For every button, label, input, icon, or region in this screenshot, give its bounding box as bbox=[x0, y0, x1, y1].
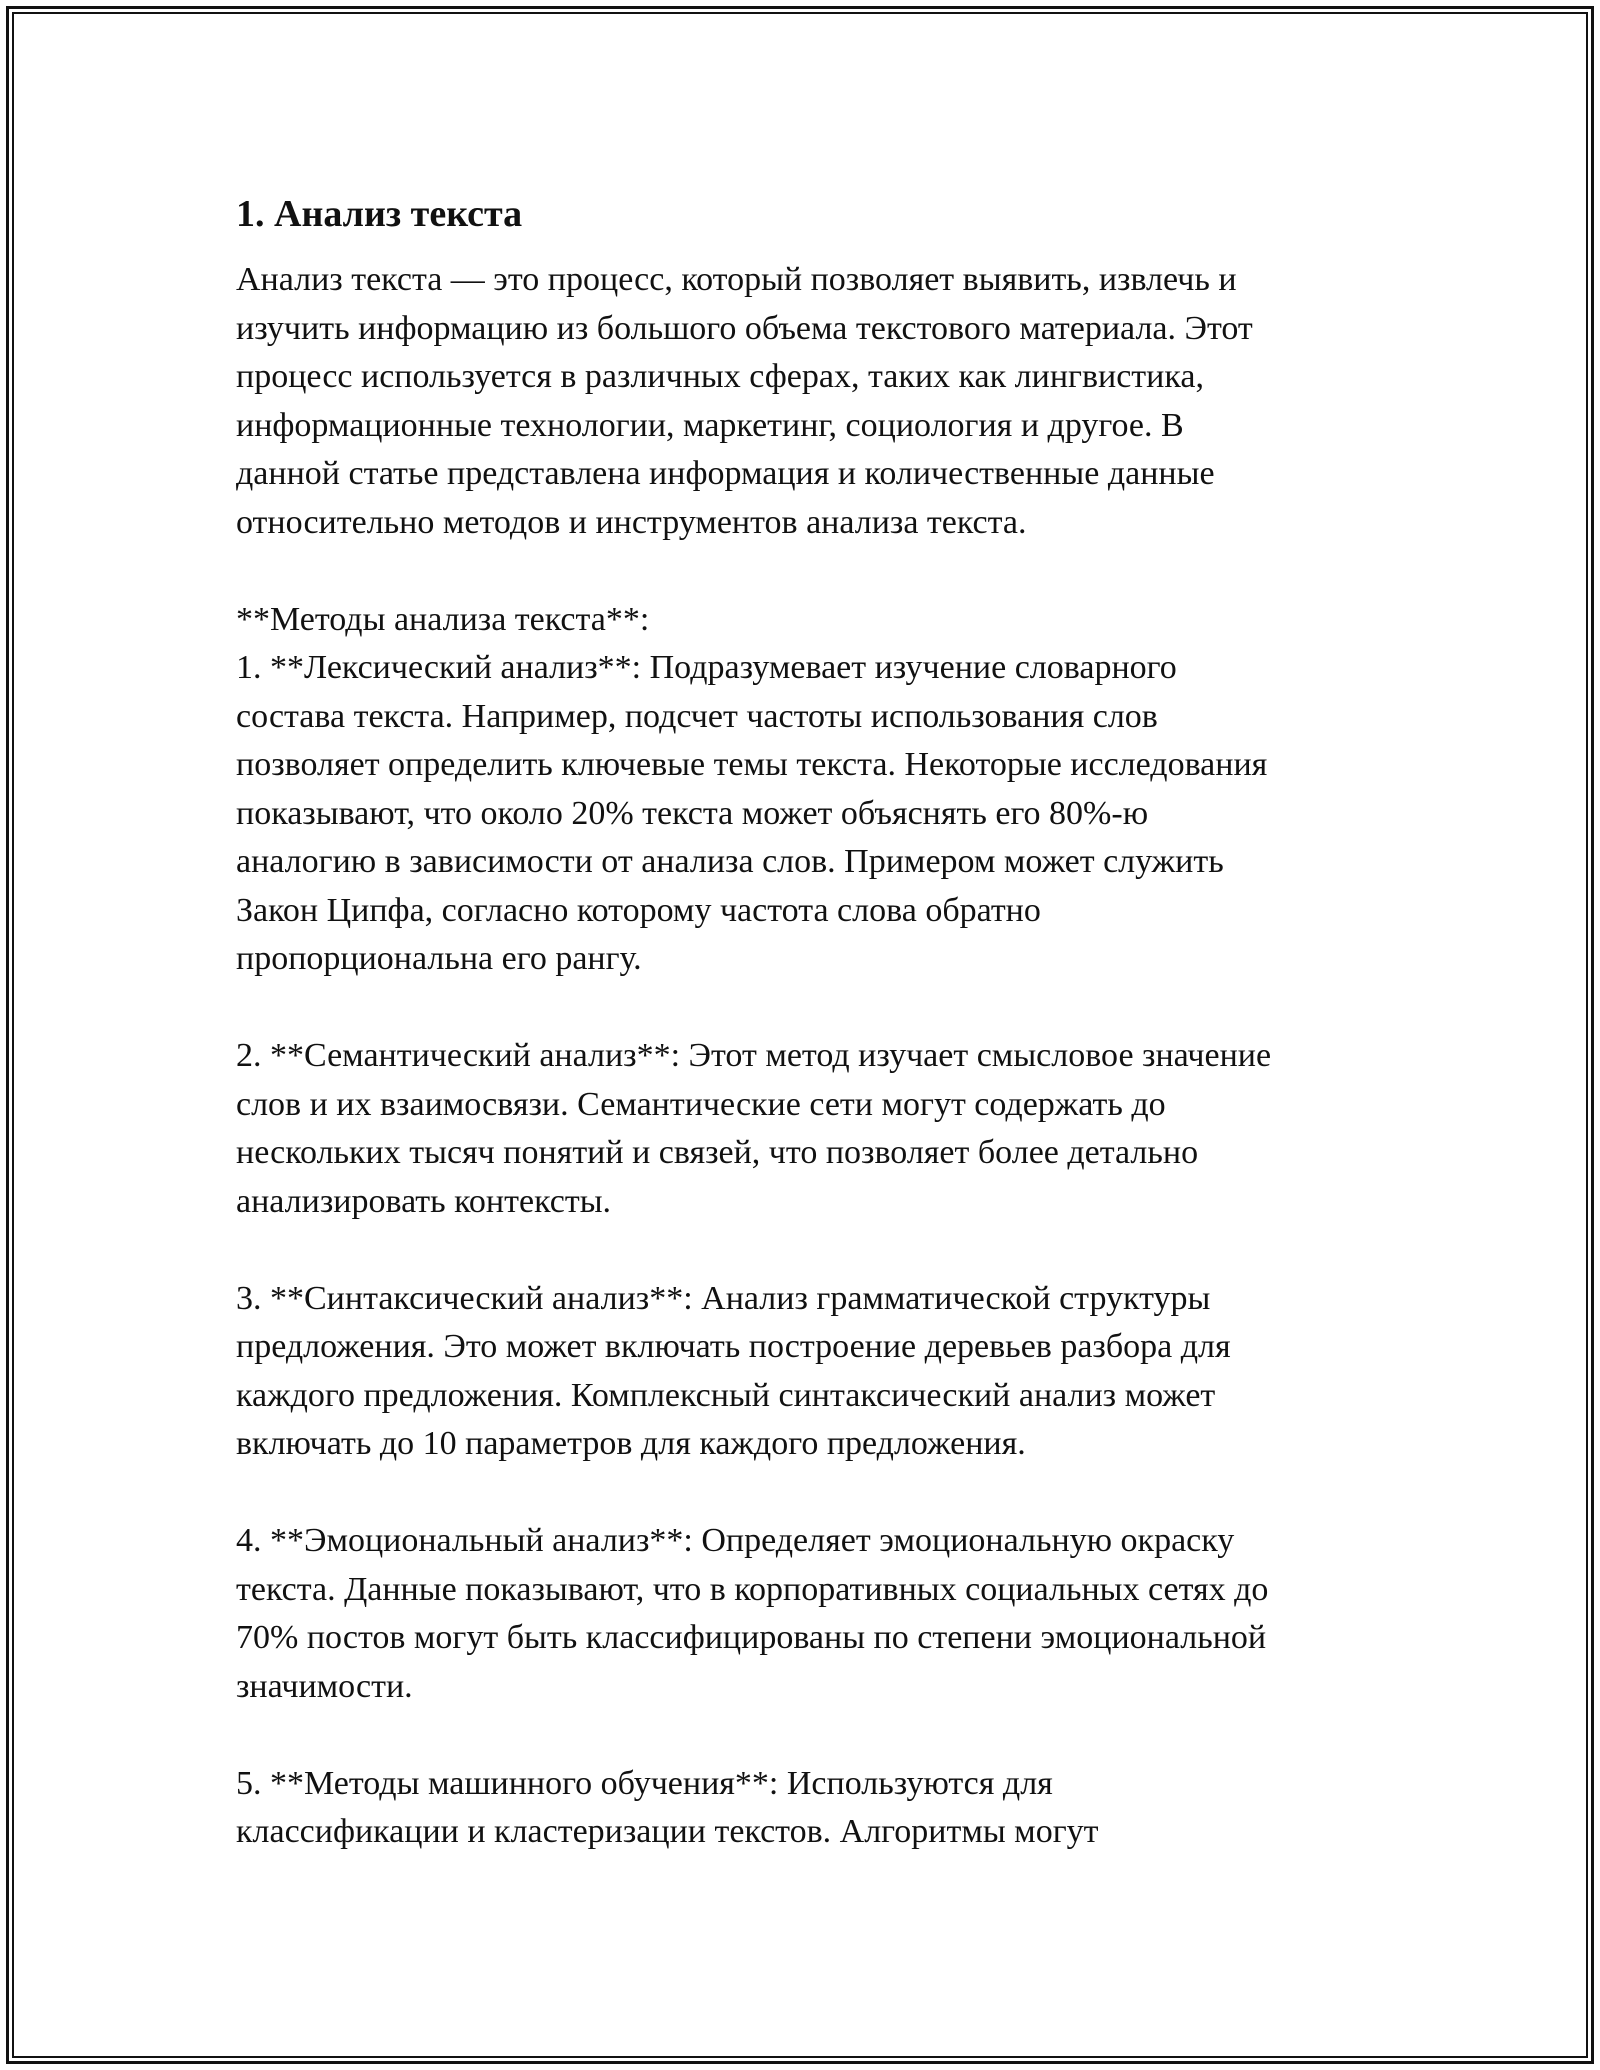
document-body bbox=[236, 188, 1386, 1857]
paragraph-gap bbox=[236, 1711, 1386, 1760]
paragraph-gap bbox=[236, 984, 1386, 1033]
method-syntactic: 3. **Синтаксический анализ**: Анализ грамматической структуры предложения. Это может включать построение деревьев разбора для каждого предложения. Комплексный синтаксический анализ может включать до 10 параметров для каждого предложения. bbox=[236, 1279, 1231, 1462]
section-title: 1. Анализ текста bbox=[236, 193, 523, 235]
method-lexical: 1. **Лексический анализ**: Подразумевает изучение словарного состава текста. Например, подсчет частоты использования слов позволяет определить ключевые темы текста. Некоторые исследования показывают, что около 20% текста может объяснять его 80%-ю аналогию в зависимости от анализа слов. Примером может служить Закон Ципфа, согласно которому частота слова обратно пропорциональна его рангу. bbox=[236, 649, 1268, 977]
method-emotional: 4. **Эмоциональный анализ**: Определяет эмоциональную окраску текста. Данные показывают, что в корпоративных социальных сетях до 70% постов могут быть классифицированы по степени эмоциональной значимости. bbox=[236, 1522, 1269, 1705]
paragraph-gap bbox=[236, 1226, 1386, 1275]
intro-paragraph: Анализ текста — это процесс, который позволяет выявить, извлечь и изучить информацию из большого объема текстового материала. Этот процесс используется в различных сферах, таких как лингвистика, информационные технологии, маркетинг, социология и другое. В данной статье представлена информация и количественные данные относительно методов и инструментов анализа текста. bbox=[236, 261, 1253, 541]
methods-heading: **Методы анализа текста**: bbox=[236, 600, 650, 638]
method-machine-learning: 5. **Методы машинного обучения**: Используются для классификации и кластеризации текстов. Алгоритмы могут bbox=[236, 1764, 1099, 1850]
paragraph-gap bbox=[236, 1469, 1386, 1518]
paragraph-gap bbox=[236, 547, 1386, 596]
method-semantic: 2. **Семантический анализ**: Этот метод изучает смысловое значение слов и их взаимосвязи. Семантические сети могут содержать до нескольких тысяч понятий и связей, что позволяет более детально анализировать контексты. bbox=[236, 1037, 1272, 1220]
